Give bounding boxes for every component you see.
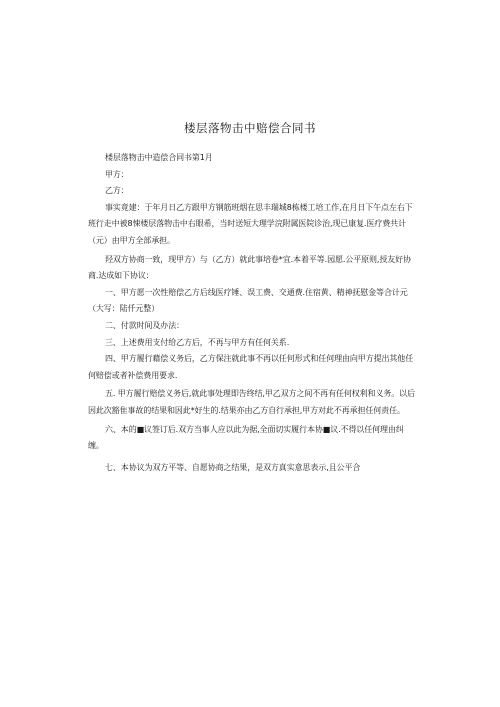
- paragraph-clause-3: 三、上述费用支付给乙方后，不再与甲方有任何关系.: [105, 337, 290, 347]
- paragraph-clause-6: 六、本的■议签订后.双方当事人应以此为据,全面切实履行本协■议.不得以任何理由纠缠。: [88, 424, 404, 451]
- paragraph-clause-1: 一、甲方愿一次性赔偿乙方后线医疗锤、误工费、交通费.住宿黄、精神抚慰金等合计元（大写：陆仟元整）: [88, 287, 408, 314]
- paragraph-clause-2: 二、付款时间及办法：: [105, 320, 184, 330]
- paragraph-agreement-intro: 羟双方协商一致，现甲方）与（乙方）就此事培卷*宜.本着平等.园愿.公平原则,授友好协商.达成如下协议：: [88, 254, 411, 281]
- paragraph-party-a: 甲方：: [105, 169, 129, 179]
- paragraph-clause-7: 七、本协议为双方平等、自愿协商之结果，是双方真实意思表示,且公平合: [105, 462, 361, 472]
- document-body: [88, 150, 418, 476]
- paragraph-subtitle: 楼层落物击中造偿合同书第1月: [105, 153, 213, 162]
- paragraph-party-b: 乙方：: [105, 186, 129, 196]
- paragraph-clause-4: 四、甲方履行藉偿义务后，乙方保注就此事不再以任何形式和任何理由向甲方提出其他任何赔偿或者补偿费用要求.: [88, 354, 414, 380]
- paragraph-facts: 事实竟建：于年月日乙方跟甲方钢筋班烟在思丰瑞城8栋楼工培工作,在月日下午点左右下班行走中被8悚楼层落物击中右眼希，当时送短大理学浣附属医院诊治,现已康复.医疗费共计（元）由甲方全部承担。: [88, 202, 413, 245]
- document-title: 楼层落物击中赔偿合同书: [184, 121, 316, 135]
- paragraph-clause-5: 五. 甲方履行赔偿义务后,就此事处理即告终结,甲乙双方之间不再有任何权利和义务。以后因此次豁隹事故的结果和因此*好生的.结果亦由乙方自行承担,甲方对此不再承担任何责任。: [88, 389, 415, 415]
